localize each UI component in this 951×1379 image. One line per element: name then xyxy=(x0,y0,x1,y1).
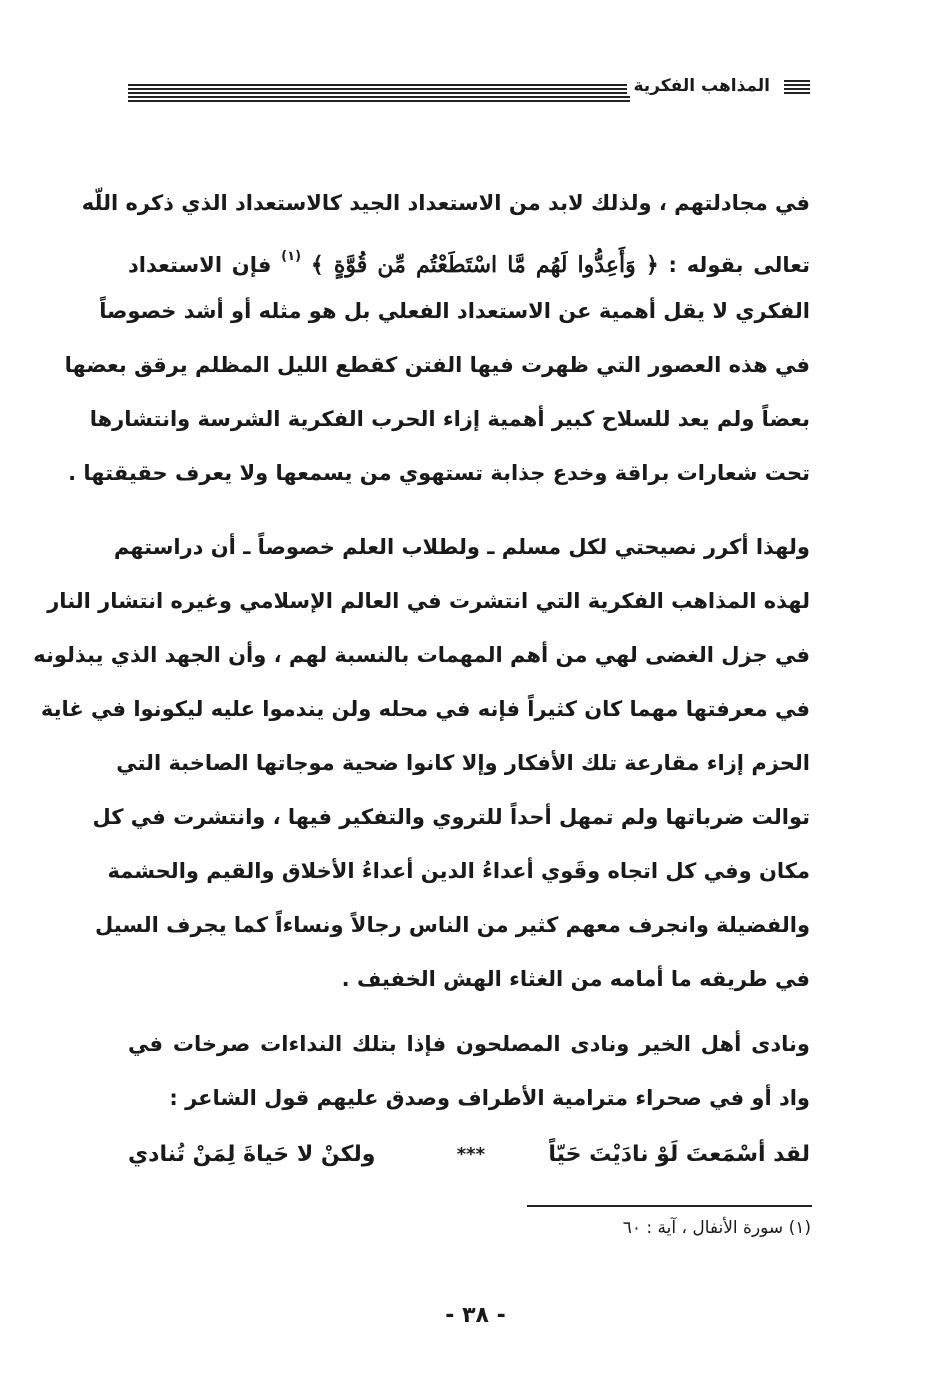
text-line: ونادى أهل الخير ونادى المصلحون فإذا بتلك النداءات صرخات في xyxy=(128,1032,810,1056)
text-line: ولهذا أكرر نصيحتي لكل مسلم ـ ولطلاب العلم خصوصاً ـ أن دراستهم xyxy=(113,535,810,559)
header-title: المذاهب الفكرية xyxy=(627,76,776,96)
text-line: بعضاً ولم يعد للسلاح كبير أهمية إزاء الحرب الفكرية الشرسة وانتشارها xyxy=(89,407,810,431)
quran-line xyxy=(128,230,810,284)
footnote-divider xyxy=(527,1205,812,1207)
text-line: واد أو في صحراء مترامية الأطراف وصدق عليهم قول الشاعر : xyxy=(169,1086,810,1110)
text-fragment: فإن الاستعداد xyxy=(128,253,272,277)
text-line: الحزم إزاء مقارعة تلك الأفكار وإلا كانوا ضحية موجاتها الصاخبة التي xyxy=(116,751,810,775)
text-line: والفضيلة وانجرف معهم كثير من الناس رجالاً ونساءاً كما يجرف السيل xyxy=(95,913,810,937)
running-header xyxy=(128,74,810,108)
text-fragment: تعالى بقوله : xyxy=(668,253,811,277)
text-line: الفكري لا يقل أهمية عن الاستعداد الفعلي بل هو مثله أو أشد خصوصاً xyxy=(99,299,810,323)
text-line: لهذه المذاهب الفكرية التي انتشرت في العالم الإسلامي وغيره انتشار النار xyxy=(47,589,810,613)
paragraph-3 xyxy=(128,1017,810,1125)
text-line: في طريقه ما أمامه من الغثاء الهش الخفيف . xyxy=(341,967,810,991)
header-rules xyxy=(128,84,630,102)
quran-verse: ﴿ وَأَعِدُّوا لَهُم مَّا اسْتَطَعْتُم مِّن قُوَّةٍ ﴾ xyxy=(310,252,659,278)
text-line: في جزل الغضى لهي من أهم المهمات بالنسبة لهم ، وأن الجهد الذي يبذلونه xyxy=(33,643,810,667)
verse-second-hemistich: ولكنْ لا حَياةَ لِمَنْ تُنادي xyxy=(128,1142,376,1167)
text-line: في هذه العصور التي ظهرت فيها الفتن كقطع الليل المظلم يرقق بعضها xyxy=(64,353,810,377)
footnote: (١) سورة الأنفال ، آية : ٦٠ xyxy=(622,1218,811,1238)
footnote-marker: (١) xyxy=(281,249,302,264)
poetry-verse xyxy=(128,1130,810,1180)
text-line: في مجادلتهم ، ولذلك لابد من الاستعداد الجيد كالاستعداد الذي ذكره اللّه xyxy=(81,191,810,215)
text-line: مكان وفي كل اتجاه وقَوي أعداءُ الدين أعداءُ الأخلاق والقيم والحشمة xyxy=(107,859,810,883)
header-ornament xyxy=(784,80,810,96)
verse-first-hemistich: لقد أسْمَعتَ لَوْ نادَيْتَ حَيّاً xyxy=(548,1142,810,1167)
verse-separator: *** xyxy=(456,1144,485,1165)
page-number: - ٣٨ - xyxy=(445,1303,506,1328)
text-line: في معرفتها مهما كان كثيراً فإنه في محله ولن يندموا عليه ليكونوا في غاية xyxy=(40,697,810,721)
text-line: تحت شعارات براقة وخدع جذابة تستهوي من يسمعها ولا يعرف حقيقتها . xyxy=(68,461,810,485)
paragraph-1 xyxy=(64,176,811,500)
paragraph-2 xyxy=(33,520,810,1006)
text-line: توالت ضرباتها ولم تمهل أحداً للتروي والتفكير فيها ، وانتشرت في كل xyxy=(92,805,810,829)
